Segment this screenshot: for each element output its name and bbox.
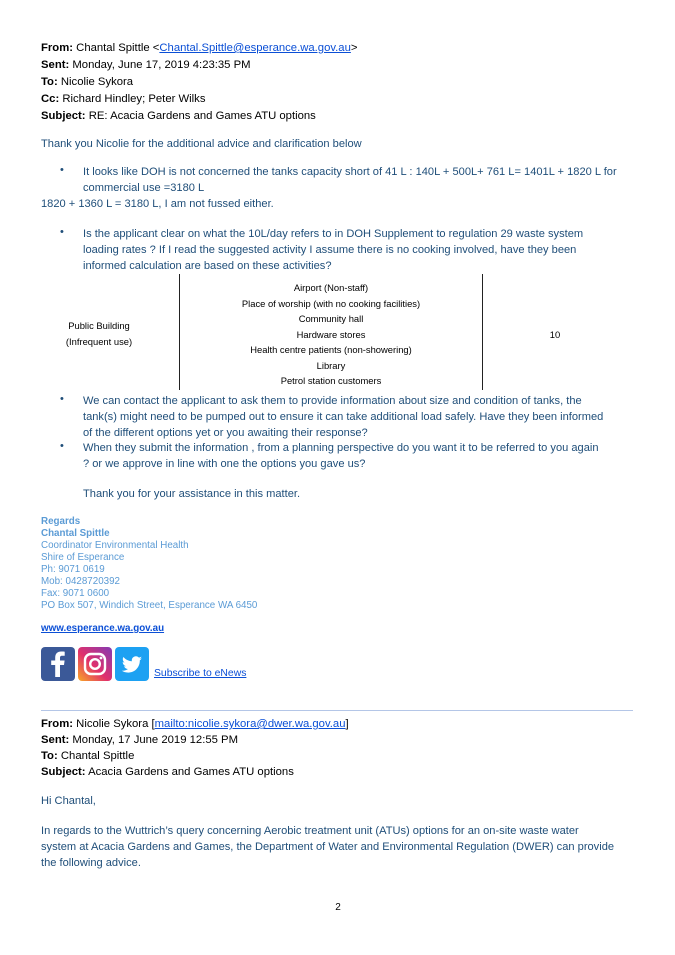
signature-title: Coordinator Environmental Health [41, 540, 189, 551]
greeting-text: Hi Chantal, [41, 795, 96, 807]
table-activity: Community hall [298, 313, 364, 324]
signature-mobile: Mob: 0428720392 [41, 576, 120, 587]
bullet4-line1: When they submit the information , from a planning perspective do you want it to be referred to you again [83, 442, 599, 454]
cc-value: Richard Hindley; Peter Wilks [62, 93, 206, 105]
bullet1-line1: It looks like DOH is not concerned the tanks capacity short of 41 L : 140L + 500L+ 761 L= 1401L + 1820 L for [83, 166, 617, 178]
subject-value: Acacia Gardens and Games ATU options [88, 766, 294, 778]
thanks-text: Thank you for your assistance in this matter. [83, 488, 301, 500]
subscribe-enews-link[interactable]: Subscribe to eNews [154, 668, 247, 679]
intro-text: Thank you Nicolie for the additional advice and clarification below [41, 138, 362, 150]
bullet2-line1: Is the applicant clear on what the 10L/day refers to in DOH Supplement to regulation 29 waste system [83, 228, 584, 240]
bullet-dot: • [60, 440, 64, 452]
from-close: > [350, 42, 358, 54]
bullet1-line2: commercial use =3180 L [83, 182, 205, 194]
table-activity: Place of worship (with no cooking facilities) [241, 297, 421, 309]
signature-regards: Regards [41, 516, 81, 527]
signature-name: Chantal Spittle [41, 528, 110, 539]
signature-org: Shire of Esperance [41, 552, 125, 563]
email2-to-line [41, 748, 134, 764]
to-label: To: [41, 76, 58, 88]
advice-line1: In regards to the Wuttrich’s query concerning Aerobic treatment unit (ATUs) options for an on-site waste water [41, 825, 579, 837]
twitter-icon[interactable] [115, 647, 149, 681]
from-email-link[interactable]: mailto:nicolie.sykora@dwer.wa.gov.au [154, 718, 346, 730]
signature-block [41, 516, 257, 612]
advice-line3: the following advice. [41, 857, 141, 869]
table-activity: Hardware stores [296, 328, 366, 340]
email1-sent-line [41, 57, 251, 73]
signature-phone: Ph: 9071 0619 [41, 564, 105, 575]
table-activity: Airport (Non-staff) [293, 282, 369, 293]
calc-line: 1820 + 1360 L = 3180 L, I am not fussed either. [41, 198, 274, 210]
table-category-line2: (Infrequent use) [65, 335, 133, 347]
table-activity: Health centre patients (non-showering) [250, 344, 412, 355]
subject-label: Subject: [41, 766, 86, 778]
signature-fax: Fax: 9071 0600 [41, 588, 110, 599]
email1-cc-line [41, 91, 205, 107]
email2-from-line [41, 716, 349, 732]
instagram-icon[interactable] [78, 647, 112, 681]
table-activities [180, 280, 482, 389]
page-number: 2 [335, 902, 341, 913]
from-name: Chantal Spittle < [76, 42, 160, 54]
website-link[interactable]: www.esperance.wa.gov.au [41, 623, 165, 634]
from-close: ] [345, 718, 349, 730]
subject-label: Subject: [41, 110, 86, 122]
from-email-link[interactable]: Chantal.Spittle@esperance.wa.gov.au [159, 42, 351, 54]
subject-value: RE: Acacia Gardens and Games ATU options [88, 110, 316, 122]
bullet-dot: • [60, 393, 64, 405]
sent-label: Sent: [41, 59, 70, 71]
bullet3-line2: tank(s) might need to be pumped out to ensure it can take additional load safely. Have they been informed [83, 411, 604, 423]
signature-address: PO Box 507, Windich Street, Esperance WA 6450 [41, 600, 258, 611]
sent-label: Sent: [41, 734, 70, 746]
bullet-dot: • [60, 226, 64, 238]
bullet-dot: • [60, 164, 64, 176]
from-name: Nicolie Sykora [ [76, 718, 155, 730]
email1-to-line [41, 74, 133, 90]
bullet2-line2: loading rates ? If I read the suggested activity I assume there is no cooking involved, have they been [83, 244, 577, 256]
email1-from-line [41, 40, 357, 56]
email-separator [41, 710, 633, 711]
sent-value: Monday, 17 June 2019 12:55 PM [72, 734, 238, 746]
to-value: Chantal Spittle [60, 750, 135, 762]
advice-line2: system at Acacia Gardens and Games, the Department of Water and Environmental Regulation (DWER) can provide [41, 841, 615, 853]
table-activity: Library [316, 359, 346, 371]
email2-sent-line [41, 732, 238, 748]
email1-subject-line [41, 108, 316, 124]
bullet3-line1: We can contact the applicant to ask them to provide information about size and condition of tanks, the [83, 395, 582, 407]
table-rate: 10 [549, 329, 561, 340]
email2-subject-line [41, 764, 294, 780]
table-category-line1: Public Building [68, 320, 130, 331]
table-category [40, 318, 158, 349]
from-label: From: [41, 42, 74, 54]
to-label: To: [41, 750, 58, 762]
facebook-icon[interactable] [41, 647, 75, 681]
bullet3-line3: of the different options yet or you awaiting their response? [83, 427, 368, 439]
cc-label: Cc: [41, 93, 60, 105]
bullet2-line3: informed calculation are based on these activities? [83, 260, 332, 272]
to-value: Nicolie Sykora [60, 76, 134, 88]
sent-value: Monday, June 17, 2019 4:23:35 PM [72, 59, 251, 71]
table-divider-right [482, 274, 483, 390]
from-label: From: [41, 718, 74, 730]
table-activity: Petrol station customers [280, 375, 382, 386]
bullet4-line2: ? or we approve in line with one the options you gave us? [83, 458, 366, 470]
